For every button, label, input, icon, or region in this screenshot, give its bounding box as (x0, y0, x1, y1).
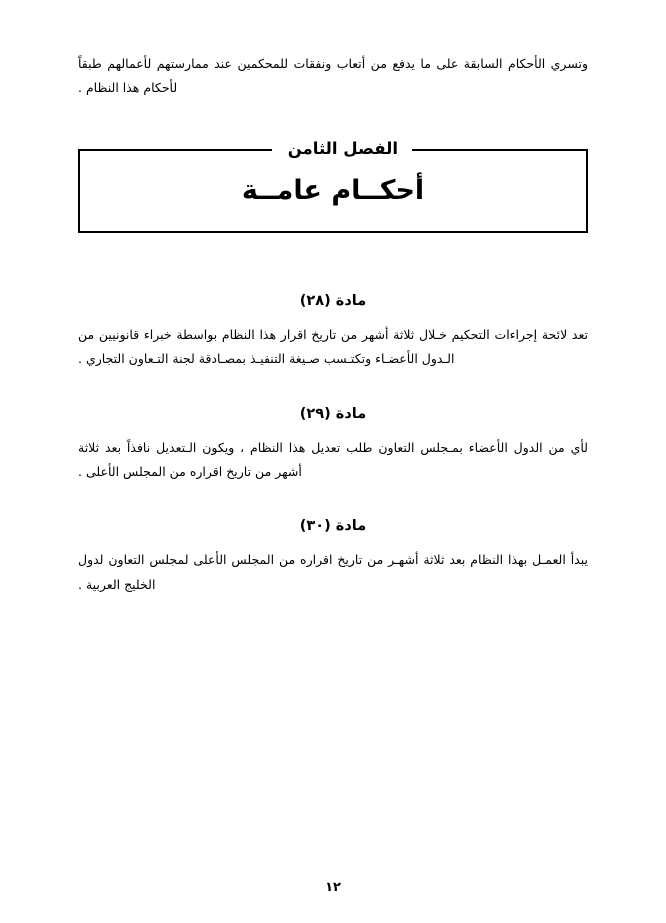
article-28-heading: مادة (٢٨) (299, 292, 367, 309)
chapter-label: الفصل الثامن (272, 139, 412, 158)
intro-paragraph: وتسري الأحكام السابقة على ما يدفع من أتعاب ونفقات للمحكمين عند ممارستهم لأعمالهم طبقاً لأحكام هذا النظام . (78, 56, 588, 96)
article-29-heading: مادة (٢٩) (299, 405, 367, 422)
article-29-body: لأي من الدول الأعضاء بمـجلس التعاون طلب تعديل هذا النظام ، ويكون الـتعديل نافذاً بعد ثلاثة أشهر من تاريخ اقراره من المجلس الأعلى . (78, 439, 588, 479)
article-30 (78, 518, 588, 597)
chapter-title: أحكــام عامــة (241, 175, 425, 207)
article-28-body: تعد لائحة إجراءات التحكيم خـلال ثلاثة أشهر من تاريخ اقرار هذا النظام بواسطة خبراء قانونيين من الـدول الأعضـاء وتكتـسب صـيغة التنفيـذ بمصـادقة لجنة التـعاون التجاري . (78, 326, 588, 367)
article-30-body: يبدأ العمـل بهذا النظام بعد ثلاثة أشهـر من تاريخ اقراره من المجلس الأعلى لمجلس التعاون لدول الخليج العربية . (78, 552, 588, 592)
article-30-heading: مادة (٣٠) (299, 518, 367, 535)
article-29 (78, 406, 588, 485)
article-28 (78, 293, 588, 372)
page-number: ١٢ (325, 880, 341, 895)
chapter-title-box (78, 149, 588, 233)
chapter-heading-block (78, 137, 588, 235)
